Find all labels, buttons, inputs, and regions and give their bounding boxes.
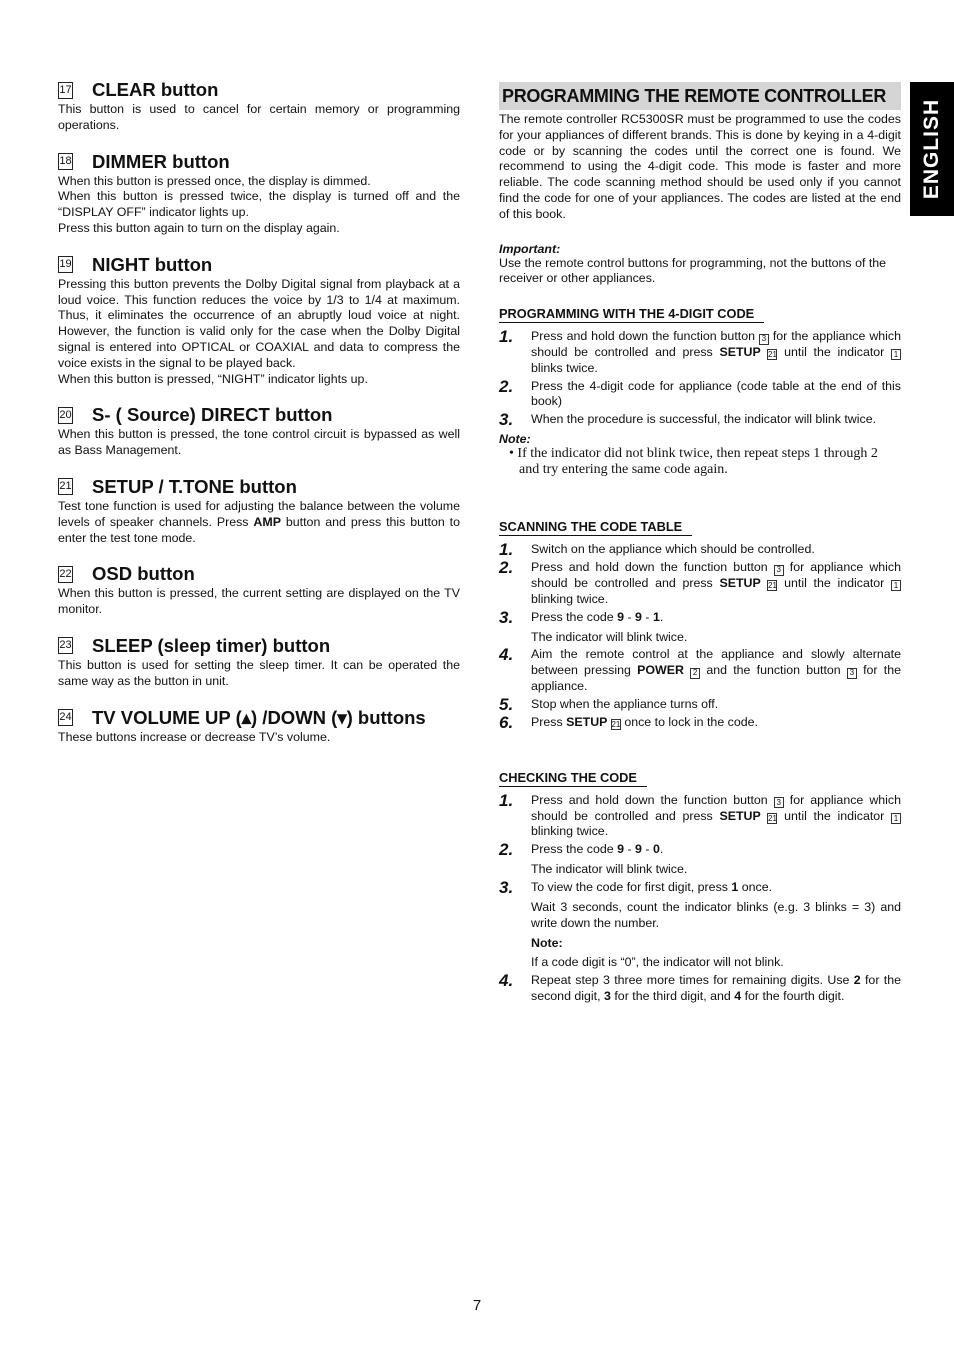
section-text: Pressing this button prevents the Dolby Digital signal from playback at a loud voice. This function reduces the voice by 1/3 to 1/4 at maximum. Thus, it eliminates the occurrence of an abruptly loud voice at night. However, the function is valid only for the case when the Dolby Digital signal is entered into OPTICAL or COAXIAL and data to compress the voice exists in the signal to be played back. [58, 276, 460, 370]
step-item: 2. Press the 4-digit code for appliance (code table at the end of this book) [499, 376, 901, 409]
note-label: Note: [531, 935, 563, 950]
step-item: 3. Press the code 9 - 9 - 1. [499, 607, 664, 627]
item-number: 21 [58, 478, 73, 495]
note-text: If a code digit is “0”, the indicator will not blink. [531, 955, 784, 970]
language-tab: ENGLISH [910, 82, 954, 216]
section-text: When this button is pressed, the tone control circuit is bypassed as well as Bass Management. [58, 427, 460, 458]
scanning-section [499, 518, 901, 731]
section-text: Test tone function is used for adjusting the balance between the volume levels of speaker channels. Press AMP button and press this button to enter the test tone mode. [58, 498, 460, 545]
left-column [58, 78, 460, 761]
item-number: 17 [58, 82, 73, 99]
section-title: S- ( Source) DIRECT button [92, 404, 333, 426]
item-number: 24 [58, 709, 73, 726]
step-item: 3. When the procedure is successful, the indicator will blink twice. [499, 410, 877, 430]
item-number: 22 [58, 566, 73, 583]
section-text: Press this button again to turn on the display again. [58, 220, 340, 235]
section-osd [58, 562, 460, 618]
section-source-direct [58, 403, 460, 459]
section-text: This button is used to cancel for certain memory or programming operations. [58, 102, 460, 132]
intro-text: The remote controller RC5300SR must be programmed to use the codes for your appliances of different brands. This is done by keying in a 4-digit code or by scanning the codes until the correct one is found. We recommend to using the 4-digit code. This mode is faster and more reliable. The code scanning method should be used only if you cannot find the code for one of your appliances. The codes are listed at the end of this book. [499, 112, 901, 221]
note-text: • If the indicator did not blink twice, then repeat steps 1 through 2 and try entering the same code again. [509, 446, 878, 478]
item-number: 18 [58, 153, 73, 170]
section-tv-volume [58, 706, 460, 746]
section-clear [58, 78, 460, 134]
step-subtext: Wait 3 seconds, count the indicator blinks (e.g. 3 blinks = 3) and write down the number. [531, 899, 901, 930]
item-number: 20 [58, 407, 73, 424]
section-title: SLEEP (sleep timer) button [92, 634, 331, 656]
step-item: 2. Press and hold down the function button 3 for appliance which should be controlled and press SETUP 21 until the indicator 1 blinking twice. [499, 558, 902, 606]
section-title: TV VOLUME UP (▴) /DOWN (▾) buttons [92, 706, 426, 728]
step-item: 1. Press and hold down the function button 3 for appliance which should be controlled and press SETUP 21 until the indicator 1 blinking twice. [499, 790, 902, 839]
section-dimmer [58, 150, 460, 237]
step-item: 6. Press SETUP 21 once to lock in the code. [499, 712, 758, 732]
section-banner: PROGRAMMING THE REMOTE CONTROLLER [499, 82, 901, 110]
important-label: Important: [499, 241, 561, 256]
section-text: When this button is pressed twice, the display is turned off and the “DISPLAY OFF” indicator lights up. [58, 189, 460, 220]
section-title: CLEAR button [92, 79, 219, 100]
section-sleep [58, 634, 460, 690]
item-number: 19 [58, 256, 73, 273]
step-item: 1. Press and hold down the function button 3 for the appliance which should be controlled and press SETUP 21 until the indicator 1 blinks twice. [499, 327, 901, 375]
section-title: DIMMER button [92, 150, 230, 172]
section-text: When this button is pressed once, the display is dimmed. [58, 173, 371, 188]
step-subtext: The indicator will blink twice. [531, 862, 688, 877]
subheading: CHECKING THE CODE [499, 770, 647, 787]
right-column [499, 82, 901, 1005]
section-setup-ttone [58, 475, 460, 546]
section-text: These buttons increase or decrease TV’s volume. [58, 729, 331, 744]
step-item: 3. To view the code for first digit, press 1 once. [499, 877, 773, 897]
section-title: SETUP / T.TONE button [92, 475, 297, 497]
step-item: 1. Switch on the appliance which should be controlled. [499, 540, 815, 560]
section-text: When this button is pressed, “NIGHT” indicator lights up. [58, 371, 368, 386]
step-item: 2. Press the code 9 - 9 - 0. [499, 840, 664, 860]
section-night [58, 253, 460, 388]
step-item: 5. Stop when the appliance turns off. [499, 694, 719, 714]
step-item: 4. Aim the remote control at the appliance and slowly alternate between pressing POWER 2 and the function button 3 for the appliance. [499, 645, 901, 693]
section-title: NIGHT button [92, 253, 213, 275]
section-text: This button is used for setting the sleep timer. It can be operated the same way as the button in unit. [58, 657, 460, 688]
important-text: Use the remote control buttons for programming, not the buttons of the receiver or other appliances. [499, 255, 887, 286]
page-number: 7 [472, 1297, 482, 1314]
item-number: 23 [58, 637, 73, 654]
section-title: OSD button [92, 563, 195, 585]
subheading: SCANNING THE CODE TABLE [499, 519, 692, 536]
subheading: PROGRAMMING WITH THE 4-DIGIT CODE [499, 306, 764, 323]
section-text: When this button is pressed, the current setting are displayed on the TV monitor. [58, 586, 460, 617]
step-subtext: The indicator will blink twice. [531, 629, 688, 644]
step-item: 4. Repeat step 3 three more times for remaining digits. Use 2 for the second digit, 3 for the third digit, and 4 for the fourth digit. [499, 971, 901, 1003]
note-label: Note: [499, 432, 531, 447]
programming-section [499, 305, 901, 478]
checking-section [499, 769, 901, 1005]
